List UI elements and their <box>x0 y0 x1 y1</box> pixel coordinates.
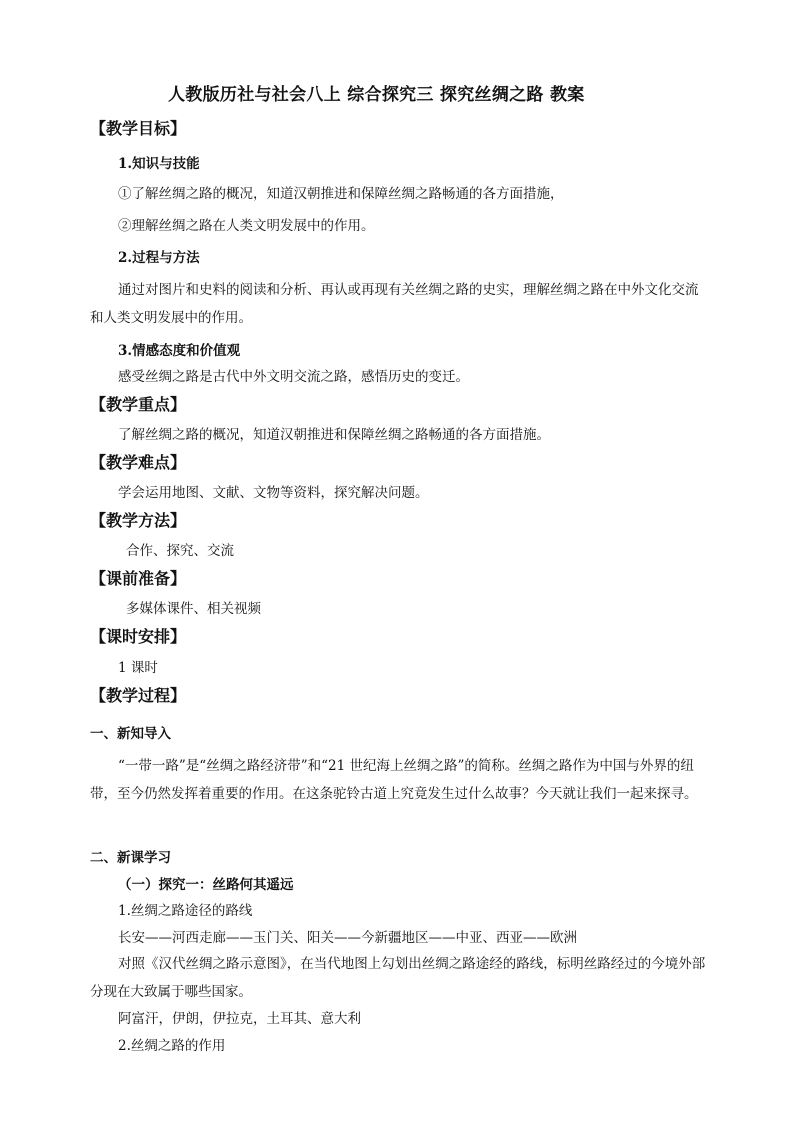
schedule-text: 1 课时 <box>118 660 158 676</box>
intro-heading: 一、新知导入 <box>90 726 171 742</box>
methods-text: 合作、探究、交流 <box>126 543 234 559</box>
section-heading-schedule: 【课时安排】 <box>90 627 187 646</box>
inquiry-1-heading: （一）探究一：丝路何其遥远 <box>118 877 294 893</box>
objective-item-1: ①了解丝绸之路的概况，知道汉朝推进和保障丝绸之路畅通的各方面措施， <box>118 186 564 202</box>
document-title: 人教版历社与社会八上 综合探究三 探究丝绸之路 教案 <box>168 85 585 105</box>
route-heading: 1.丝绸之路途径的路线 <box>118 903 253 919</box>
subheading-process: 2.过程与方法 <box>118 250 200 266</box>
subheading-knowledge: 1.知识与技能 <box>118 156 200 172</box>
section-heading-procedure: 【教学过程】 <box>90 686 187 705</box>
subheading-emotion: 3.情感态度和价值观 <box>118 343 241 359</box>
section-heading-methods: 【教学方法】 <box>90 511 187 530</box>
section-heading-key-points: 【教学重点】 <box>90 395 187 414</box>
new-lesson-heading: 二、新课学习 <box>90 850 171 866</box>
countries-text: 阿富汗，伊朗，伊拉克，土耳其、意大利 <box>118 1011 361 1027</box>
role-heading: 2.丝绸之路的作用 <box>118 1038 226 1054</box>
section-heading-preparation: 【课前准备】 <box>90 569 187 588</box>
preparation-text: 多媒体课件、相关视频 <box>126 601 261 617</box>
route-text: 长安——河西走廊——玉门关、阳关——今新疆地区——中亚、西亚——欧洲 <box>118 930 577 946</box>
section-heading-difficulties: 【教学难点】 <box>90 453 187 472</box>
task-text: 对照《汉代丝绸之路示意图》，在当代地图上勾划出丝绸之路途经的路线，标明丝路经过的今境外部分现在大致属于哪些国家。 <box>90 956 706 1000</box>
intro-text: “一带一路”是“丝绸之路经济带”和“21 世纪海上丝绸之路”的简称。丝绸之路作为中国与外界的纽带，至今仍然发挥着重要的作用。在这条驼铃古道上究竟发生过什么故事？今天就让我们一起来探寻。 <box>90 758 698 802</box>
process-text: 通过对图片和史料的阅读和分析、再认或再现有关丝绸之路的史实，理解丝绸之路在中外文化交流和人类文明发展中的作用。 <box>90 282 699 326</box>
key-points-text: 了解丝绸之路的概况，知道汉朝推进和保障丝绸之路畅通的各方面措施。 <box>118 427 550 443</box>
difficulties-text: 学会运用地图、文献、文物等资料，探究解决问题。 <box>118 485 429 501</box>
emotion-text: 感受丝绸之路是古代中外文明交流之路，感悟历史的变迁。 <box>118 369 469 385</box>
section-heading-objectives: 【教学目标】 <box>90 119 187 138</box>
objective-item-2: ②理解丝绸之路在人类文明发展中的作用。 <box>118 218 375 234</box>
